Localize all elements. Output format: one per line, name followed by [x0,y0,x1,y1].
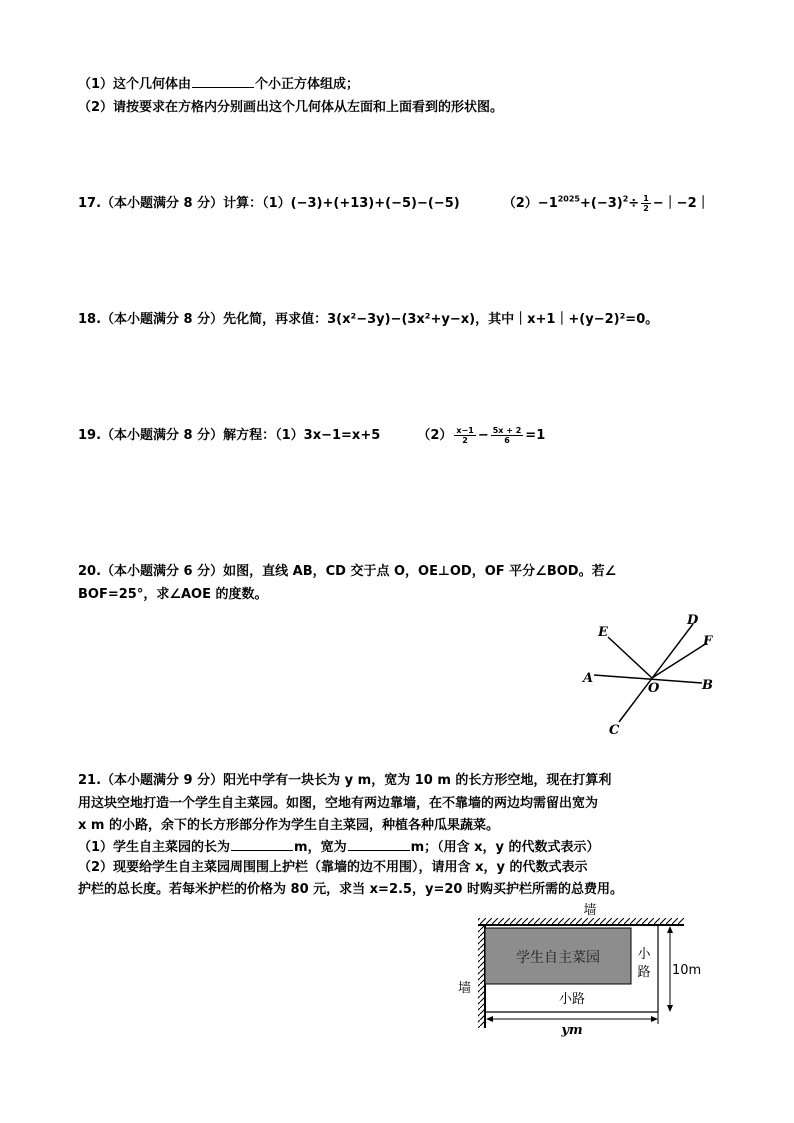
dim-width-arrow-bottom [667,1005,673,1012]
q21-part1 [78,838,600,857]
q21-part2-line2: 护栏的总长度。若每米护栏的价格为 80 元，求当 x=2.5，y=20 时购买护栏所需的总费用。 [78,882,623,897]
dim-length-arrow-right [651,1016,658,1022]
label-d: D [687,613,699,628]
dim-length-arrow-left [486,1016,493,1022]
dim-length-label: ym [561,1023,583,1038]
path-side-char1: 小 [637,947,651,962]
dim-width-label: 10m [672,963,702,978]
q17-p2-b: +(−3) [580,196,623,211]
q19-fraction-1 [454,426,475,445]
label-e: E [598,625,608,640]
q19-minus: − [477,428,489,443]
label-a: A [583,671,594,686]
q21-blank-width[interactable] [348,838,410,851]
line-cd [619,624,693,722]
dim-width-arrow-top [667,926,673,933]
q17-exp: 2025 [557,194,580,204]
q20-angle-diagram [575,610,725,740]
q18-text: 18.（本小题满分 8 分）先化简，再求值：3(x²−3y)−(3x²+y−x)，其中｜x+1｜+(y−2)²=0。 [78,312,659,327]
ray-of [652,643,707,678]
q17-frac-num: 1 [643,194,649,203]
wall-left-label: 墙 [458,981,472,996]
path-side-char2: 路 [637,965,651,980]
q21-p1-b: m，宽为 [294,840,347,855]
q21-line2: 用这块空地打造一个学生自主菜园。如图，空地有两边靠墙，在不靠墙的两边均需留出宽为 [78,796,599,811]
q17-p2-c: ÷ [628,196,640,211]
q19-f2-num: 5x + 2 [492,426,522,435]
wall-left-hatch [478,925,485,1028]
q17-head: 17.（本小题满分 8 分）计算：（1）(−3)+(+13)+(−5)−(−5) [78,196,460,211]
q21-line1: 21.（本小题满分 9 分）阳光中学有一块长为 y m，宽为 10 m 的长方形空地，现在打算利 [78,773,612,788]
q16-blank[interactable] [192,75,254,88]
q16-part2: （2）请按要求在方格内分别画出这个几何体从左面和上面看到的形状图。 [78,100,504,115]
wall-top-label: 墙 [583,903,597,918]
q17-p2-d: −｜−2｜ [652,196,710,211]
q17-line [78,194,710,213]
q21-blank-length[interactable] [231,838,293,851]
q21-p1-c: m；（用含 x，y 的代数式表示） [410,840,600,855]
q21-line3: x m 的小路，余下的长方形部分作为学生自主菜园，种植各种瓜果蔬菜。 [78,818,499,833]
q19-line [78,426,545,445]
q16-p1-suffix: 个小正方体组成； [255,77,360,92]
q21-garden-diagram [450,900,730,1040]
q20-line1: 20.（本小题满分 6 分）如图，直线 AB，CD 交于点 O，OE⊥OD，OF 平分∠BOD。若∠ [78,564,617,579]
q19-p2-label: （2） [417,428,453,443]
path-bottom-label: 小路 [558,992,586,1007]
q17-fraction [641,194,651,213]
q17-exp2: 2 [622,194,629,204]
q16-part1 [78,75,359,94]
label-o: O [648,681,660,696]
q20-line2: BOF=25°，求∠AOE 的度数。 [78,587,268,602]
q19-fraction-2 [491,426,524,445]
q19-f2-den: 6 [504,436,510,445]
q17-frac-den: 2 [643,204,649,213]
q19-rhs: =1 [525,428,546,443]
q19-head: 19.（本小题满分 8 分）解方程：（1）3x−1=x+5 [78,428,381,443]
q19-f1-num: x−1 [456,426,474,435]
q21-p1-a: （1）学生自主菜园的长为 [78,840,231,855]
q19-f1-den: 2 [462,436,468,445]
garden-label: 学生自主菜园 [516,950,600,966]
q17-p2-a: （2）−1 [502,196,558,211]
q16-p1-prefix: （1）这个几何体由 [78,77,192,92]
label-b: B [702,678,713,693]
label-c: C [609,723,620,738]
wall-top-hatch [478,918,684,925]
q21-part2-line1: （2）现要给学生自主菜园周围围上护栏（靠墙的边不用围），请用含 x，y 的代数式表示 [78,860,588,875]
label-f: F [703,634,713,649]
ray-oe [608,637,652,678]
